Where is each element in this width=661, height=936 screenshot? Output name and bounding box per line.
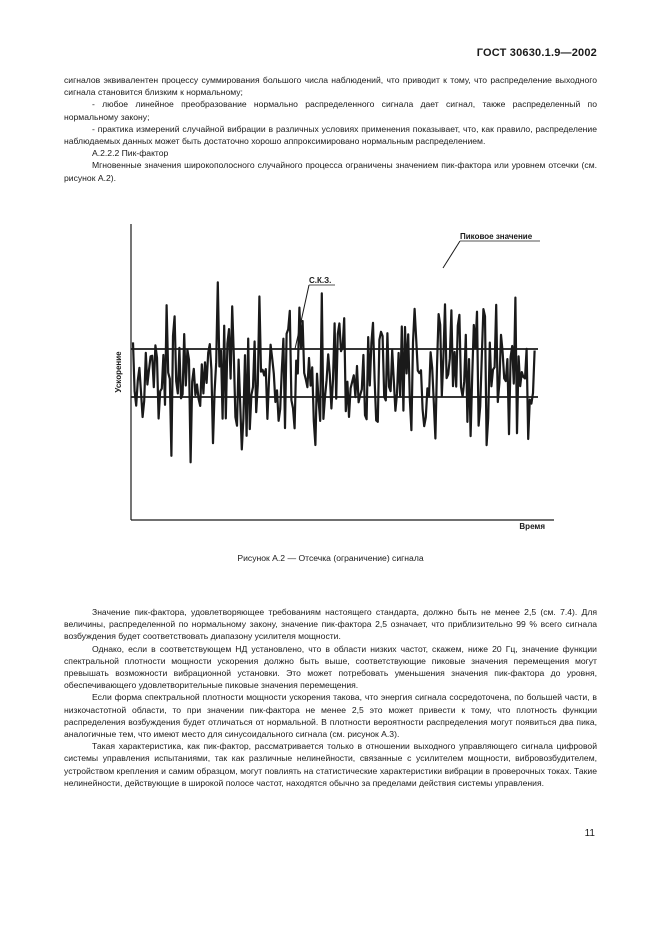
signal-clipping-figure bbox=[108, 222, 558, 537]
bottom-text-block bbox=[64, 606, 597, 789]
paragraph: Мгновенные значения широкополосного случайного процесса ограничены значением пик-фактора или уровнем отсечки (см. рисунок А.2). bbox=[64, 160, 597, 183]
paragraph: - любое линейное преобразование нормально распределенного сигнала дает сигнал, также распределенный по нормальному закону; bbox=[64, 99, 597, 122]
y-axis-label: Ускорение bbox=[114, 351, 123, 393]
section-heading: А.2.2.2 Пик-фактор bbox=[92, 148, 169, 159]
figure-caption: Рисунок А.2 — Отсечка (ограничение) сигнала bbox=[237, 553, 424, 563]
paragraph: Такая характеристика, как пик-фактор, рассматривается только в отношении выходного управляющего сигнала цифровой системы управления испытаниями, так как различные нелинейности, связанные с усилителем мощности, вибровозбудителем, устройством крепления и самим образцом, могут повлиять на статистические характеристики вибрации в проверочных токах. Такие нелинейности, действующие в широкой полосе частот, находятся обычно за пределами действия системы управления. bbox=[64, 741, 597, 788]
document-header: ГОСТ 30630.1.9—2002 bbox=[476, 47, 597, 59]
x-axis-label: Время bbox=[519, 522, 545, 531]
peak-leader bbox=[443, 241, 460, 268]
paragraph: Значение пик-фактора, удовлетворяющее требованиям настоящего стандарта, должно быть не менее 2,5 (см. 7.4). Для величины, распределенной по нормальному закону, значение пик-фактора 2,5 означает, что приблизительно 99 % всего сигнала возбуждения будет соответствовать диапазону усилителя мощности. bbox=[64, 607, 597, 642]
top-text-block bbox=[64, 74, 597, 184]
peak-label: Пиковое значение bbox=[460, 232, 533, 241]
random-signal-trace bbox=[133, 282, 535, 462]
page-number: 11 bbox=[584, 828, 595, 839]
paragraph: сигналов эквивалентен процессу суммирования большого числа наблюдений, что приводит к тому, что распределение выходного сигнала становится близким к нормальному; bbox=[64, 75, 597, 98]
paragraph: Если форма спектральной плотности мощности ускорения такова, что энергия сигнала сосредоточена, по большей части, в низкочастотной области, то при значении пик-фактора не менее 2,5 это может привести к тому, что плотность функции распределения возбуждения будет отличаться от нормальной. В плотности вероятности распределения могут появиться два пика, аналогичные тем, что имеют место для синусоидального сигнала (см. рисунок А.3). bbox=[64, 692, 597, 740]
paragraph: - практика измерений случайной вибрации в различных условиях применения показывает, что, как правило, распределение наблюдаемых данных может быть достаточно хорошо аппроксимировано нормальным распределением. bbox=[64, 123, 597, 147]
rms-label: С.К.З. bbox=[309, 276, 332, 285]
paragraph: Однако, если в соответствующем НД установлено, что в области низких частот, скажем, ниже 20 Гц, значение функции спектральной плотности мощности ускорения должно быть выше, соответствующие пиковые значения перемещения могут превышать возможности вибрационной установки. Это может потребовать уменьшения значения пик-фактора до уровня, обеспечивающего удовлетворительные пиковые значения перемещения. bbox=[64, 643, 597, 691]
